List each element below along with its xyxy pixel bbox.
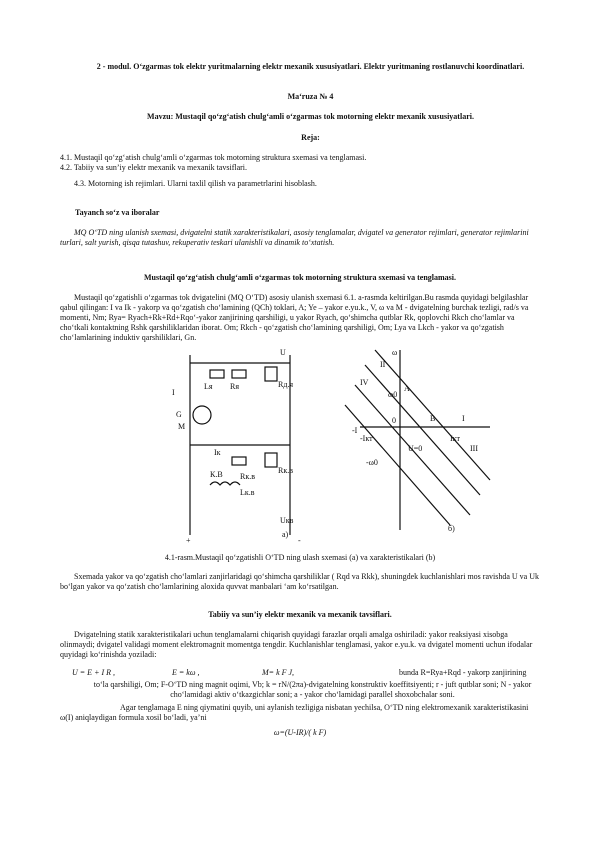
- schema-label-a: а): [282, 530, 289, 539]
- char-label-a: A: [404, 384, 410, 393]
- paragraph-2: Sxemada yakor va qo‘zgatish cho‘lamlari zanjirlaridagi qo‘shimcha qarshiliklar ( Rqd va Rkk), shuningdek kuchlanishlari mos ravishda U va Uk bo‘lgan yakor va qo‘zatish cho‘lamlarining aloxida quvvat manbalari ‘am ko‘rsatilgan.: [60, 572, 539, 591]
- schema-label-minus: -: [298, 536, 301, 545]
- plan-item: 4.3. Motorning ish rejimlari. Ularni taxlil qilish va parametrlarini hisoblash.: [74, 179, 317, 188]
- equation-explanation: to‘la qarshiligi, Om; F-O‘TD ning magnit oqimi, Vb; k = rN/(2πa)-dvigatelning konstruktiv koeffitsiyenti; r - juft qutblar soni; N - yakor cho‘lamidagi aktiv o‘tkazgichlar soni; a - yakor cho‘lamidagi parallel shoxobchalar soni.: [93, 680, 532, 699]
- schema-label-kv: К.В: [210, 470, 223, 479]
- equation-tail: bunda R=Rya+Rqd - yakorp zanjirining: [399, 668, 527, 677]
- char-label-omega0: ω0: [388, 390, 398, 399]
- plan-item: 4.2. Tabiiy va sun’iy elektr mexanik va mexanik tavsiflari.: [60, 163, 248, 172]
- char-label-u0: U=0: [408, 444, 423, 453]
- equation-emf: E = kω ,: [172, 668, 200, 677]
- char-label-i: I: [462, 414, 465, 423]
- schema-label-u: U: [280, 348, 286, 357]
- schema-label-lk: Lк.в: [240, 488, 255, 497]
- plan-item: 4.1. Mustaqil qo‘zg‘atish chulg‘amli o‘zgarmas tok motorning struktura sxemasi va tenglamasi.: [60, 153, 367, 162]
- schema-label-rd: Rд.я: [278, 380, 294, 389]
- connection-schema: [170, 345, 330, 545]
- formula-omega: ω=(U-IR)/( k F): [273, 728, 327, 737]
- schema-label-rk: Rк.в: [240, 472, 255, 481]
- lecture-number: Ma‘ruza № 4: [287, 92, 334, 101]
- plan-label: Reja:: [301, 133, 320, 142]
- char-label-b-panel: б): [448, 524, 455, 533]
- figure-caption: 4.1-rasm.Mustaqil qo‘zgatishli O‘TD ning ulash sxemasi (a) va xarakteristikalari (b): [164, 553, 436, 562]
- equation-moment: M= k F J,: [262, 668, 295, 677]
- char-label-ikt: Iкт: [450, 434, 460, 443]
- char-label-iii: III: [470, 444, 478, 453]
- schema-label-rkv: Rк.в: [278, 466, 293, 475]
- keywords-text: MQ O‘TD ning ulanish sxemasi, dvigatelni statik xarakteristikalari, asosiy tenglamalar, dvigatel va generator rejimlari, generator rejimlarini turlari, salt yurish, qisqa tutashuv, rekuperativ teskari ulanishli va dinamik to‘xtatish.: [60, 228, 529, 247]
- schema-label-ik: Iк: [214, 448, 221, 457]
- keywords-title: Tayanch so‘z va iboralar: [75, 208, 160, 217]
- topic-title: Mavzu: Mustaqil qo‘zg‘atish chulg‘amli o‘zgarmas tok motorning elektr mexanik xususiyatlari.: [147, 112, 474, 121]
- schema-label-lya: Lя: [204, 382, 213, 391]
- section2-paragraph1: Dvigatelning statik xarakteristikalari uchun tenglamalarni chiqarish quyidagi farazlar orqali amalga oshiriladi: yakor reaksiyasi xisobga olinmaydi; dvigatel validagi moment elektromagnit momentga tengdir. Kuchlanishlar tenglamasi, yakor e.yu.k. va dvigatel momenti uchun ifodalar quyidagi ko‘rinishda yoziladi:: [60, 630, 533, 659]
- section1-paragraph: Mustaqil qo‘zgatishli o‘zgarmas tok dvigatelini (MQ O‘TD) asosiy ulanish sxemasi 6.1. a-rasmda keltirilgan.Bu rasmda quyidagi belgilashlar qabul qilingan: I va Ik - yakorp va qo‘zgatish cho‘lamining (QCh) toklari, A; Ye – yakor e.yu.k., V, ω va M - dvigatelning burchak tezligi, rad/s va momenti, Nm; Rya= Ryach+Rk+Rd+Rqo‘-yakor zanjirining qarshiligi, u yakor Ryach, qo‘shimcha qutblar Rk, qoplovchi Rkch cho‘lamlar va cho‘tkali kontaktning Rshk qarshiliklaridan iborat. Om; Rkch - qo‘zgatish cho‘lamining qarshiligi, Om; Lya va Lkch - yakor va qo‘zgatish cho‘lamlarining induktiv qarshiliklari, Gn.: [60, 293, 529, 342]
- char-label-iv: IV: [360, 378, 369, 387]
- char-label-ii: II: [380, 360, 386, 369]
- char-label-b: B: [430, 414, 436, 423]
- schema-label-plus: +: [186, 536, 191, 545]
- char-label-zero: 0: [392, 416, 396, 425]
- schema-label-i: I: [172, 388, 175, 397]
- section1-title: Mustaqil qo‘zg‘atish chulg‘amli o‘zgarmas tok motorning struktura sxemasi va tenglamasi.: [144, 273, 456, 282]
- module-title: 2 - modul. O‘zgarmas tok elektr yuritmalarning elektr mexanik xususiyatlari. Elektr yuritmaning rostlanuvchi koordinatlari.: [96, 62, 525, 71]
- section2-title: Tabiiy va sun’iy elektr mexanik va mexanik tavsiflari.: [208, 610, 392, 619]
- characteristics-plot: [330, 345, 500, 535]
- schema-label-uk: Uкв: [280, 516, 294, 525]
- schema-label-g: G: [176, 410, 182, 419]
- char-label-neg-i: -I: [352, 426, 358, 435]
- equation-voltage: U = E + I R ,: [72, 668, 116, 677]
- char-label-omega: ω: [392, 348, 398, 357]
- section2-paragraph2: Agar tenglamaga E ning qiymatini quyib, uni aylanish tezligiga nisbatan yechilsa, O‘TD ning elektromexanik xarakteristikasini ω(I) aniqlaydigan formula xosil bo‘ladi, ya’ni: [60, 703, 529, 722]
- schema-label-rya: Rя: [230, 382, 240, 391]
- schema-label-m: M: [178, 422, 186, 431]
- char-label-neg-omega0: -ω0: [366, 458, 378, 467]
- char-label-neg-ikt: -Iкт: [360, 434, 373, 443]
- plan-list: [60, 153, 540, 189]
